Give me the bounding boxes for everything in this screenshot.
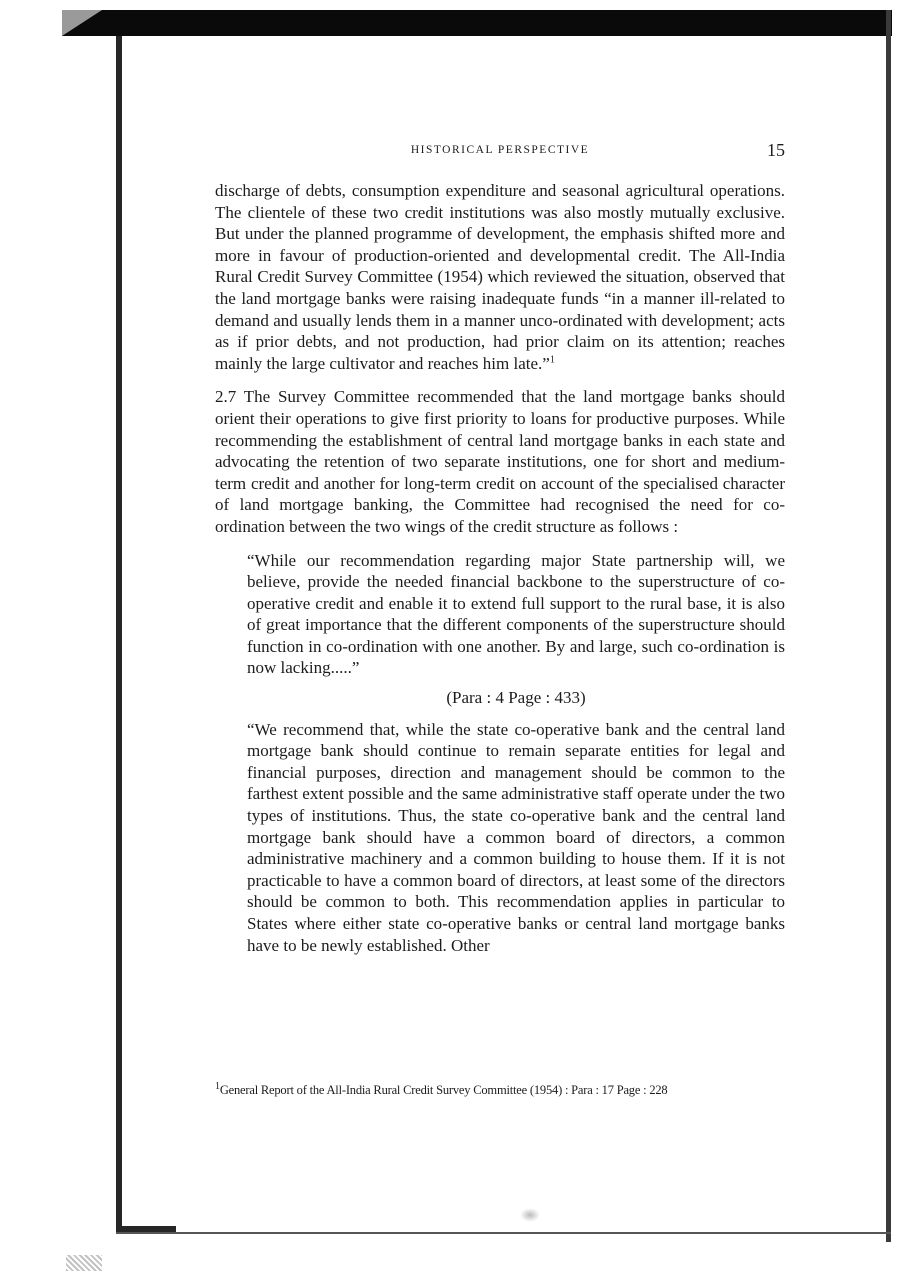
page-corner-fold (62, 10, 102, 36)
quote-coordination: “While our recommendation regarding major State partnership will, we believe, provide the needed financial backbone to the superstructure of co-operative credit and enable it to extend full support to the rural base, it is also of great importance that the different components of the superstructure should function in co-ordination with one another. By and large, such co-ordination is now lacking.....” (247, 550, 785, 678)
running-title: HISTORICAL PERSPECTIVE (410, 144, 590, 156)
scan-corner-mark (66, 1255, 102, 1271)
page-number: 15 (767, 140, 785, 160)
body-text (215, 180, 785, 956)
quote-citation: (Para : 4 Page : 433) (446, 688, 586, 708)
scan-top-border (62, 10, 892, 36)
paragraph-2-7: 2.7 The Survey Committee recommended that the land mortgage banks should orient their operations to give first priority to loans for productive purposes. While recommending the establishment of central land mortgage banks in each state and advocating the retention of two separate institutions, one for short and medium-term credit and another for long-term credit on account of the specialised character of land mortgage banking, the Committee had recognised the need for co-ordination between the two wings of the credit structure as follows : (215, 387, 785, 536)
paragraph-continuation: discharge of debts, consumption expenditure and seasonal agricultural operations. The clientele of these two credit institutions was also mostly mutually exclusive. But under the planned programme of development, the emphasis shifted more and more in favour of production-oriented and developmental credit. The All-India Rural Credit Survey Committee (1954) which reviewed the situation, observed that the land mortgage banks were raising inadequate funds “in a manner ill-related to demand and usually lends them in a manner unco-ordinated with development; acts as if prior debts, and not production, had prior claim on its attention; reaches mainly the large cultivator and reaches him late.”$^1$ (215, 181, 785, 373)
quote-recommendation: “We recommend that, while the state co-operative bank and the central land mortgage bank should continue to remain separate entities for legal and financial purposes, direction and management should be common to the farthest extent possible and the same administrative staff operate under the two types of institutions. Thus, the state co-operative bank and the central land mortgage bank should have a common board of directors, a common administrative machinery and a common building to house them. If it is not practicable to have a common board of directors, at least some of the directors should be common to both. This recommendation applies in particular to States where either state co-operative banks or central land mortgage banks have to be newly established. Other (247, 719, 785, 955)
footnote (215, 1080, 795, 1098)
running-head (215, 142, 785, 164)
footnote-number: 1 (215, 1080, 220, 1092)
footnote-marker: 1 (549, 354, 555, 366)
block-quotes (247, 550, 785, 957)
scan-bottom-edge (116, 1232, 891, 1234)
footnote-text: General Report of the All-India Rural Credit Survey Committee (1954) : Para : 17 Page : 228 (219, 1083, 668, 1097)
scan-binding-edge (116, 36, 122, 1232)
scan-smudge (520, 1208, 540, 1222)
scan-right-edge (886, 10, 891, 1242)
